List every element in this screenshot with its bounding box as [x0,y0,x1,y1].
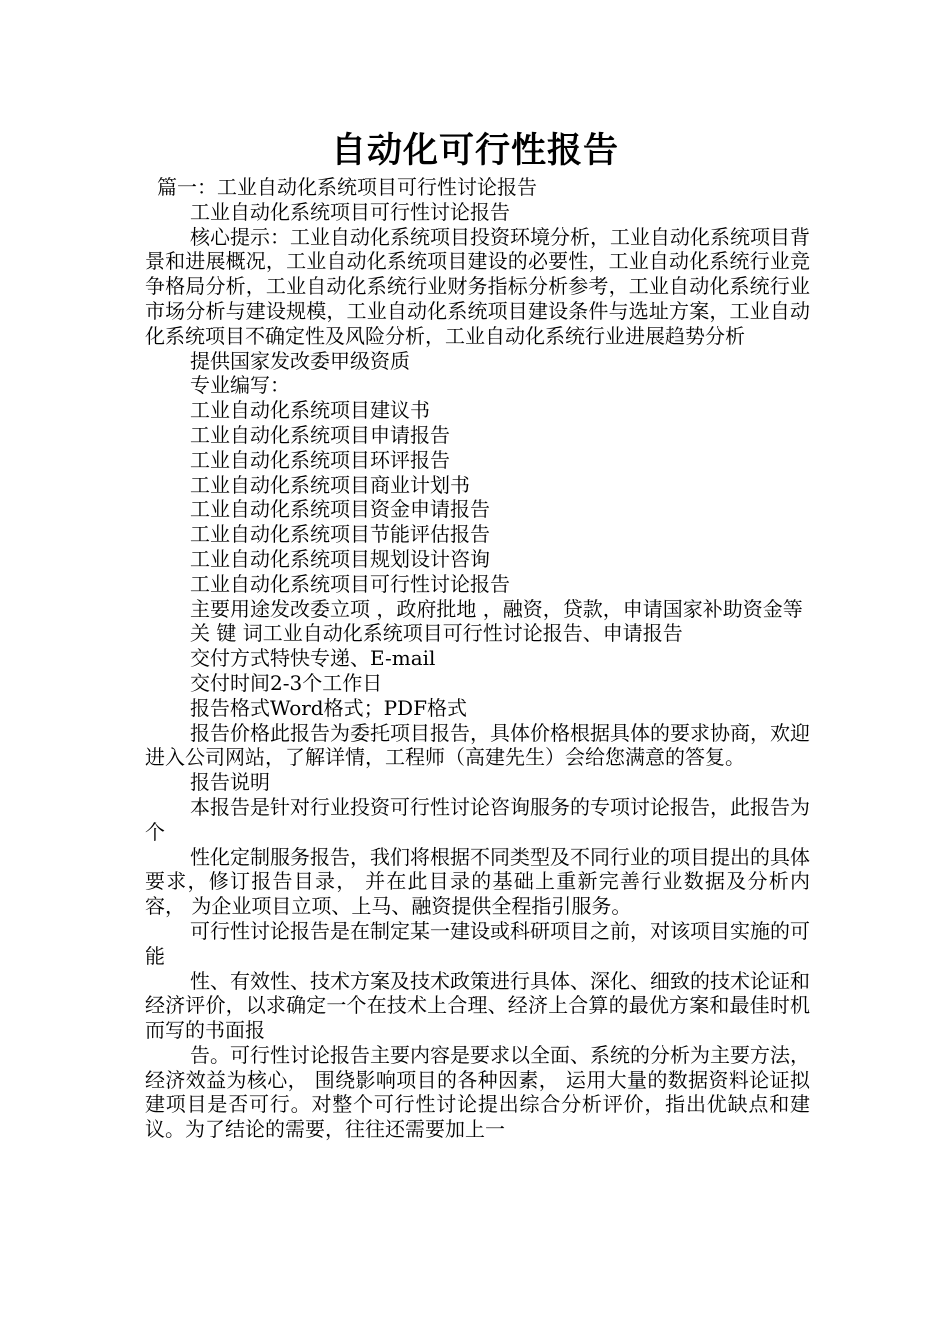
paragraph: 报告价格此报告为委托项目报告，具体价格根据具体的要求协商，欢迎进入公司网站，了解详情，工程师（高建先生）会给您满意的答复。 [145,720,810,770]
paragraph: 工业自动化系统项目规划设计咨询 [190,546,490,571]
paragraph: 工业自动化系统项目节能评估报告 [190,522,490,547]
paragraph: 关 键 词工业自动化系统项目可行性讨论报告、申请报告 [190,621,683,646]
paragraph: 工业自动化系统项目环评报告 [190,447,450,472]
paragraph: 报告格式Word格式；PDF格式 [190,695,467,720]
paragraph: 告。可行性讨论报告主要内容是要求以全面、系统的分析为主要方法，经济效益为核心， 围绕影响项目的各种因素， 运用大量的数据资料论证拟建项目是否可行。对整个可行性讨论提出综合分析评价，指出优缺点和建议。为了结论的需要，往往还需要加上一 [145,1042,810,1142]
paragraph: 提供国家发改委甲级资质 [190,348,410,373]
paragraph: 篇一：工业自动化系统项目可行性讨论报告 [157,175,537,199]
paragraph: 工业自动化系统项目建议书 [190,398,430,423]
document-title: 自动化可行性报告 [330,131,619,171]
paragraph: 本报告是针对行业投资可行性讨论咨询服务的专项讨论报告，此报告为个 [145,794,810,844]
paragraph: 工业自动化系统项目资金申请报告 [190,497,490,522]
paragraph: 工业自动化系统项目可行性讨论报告 [190,571,510,596]
paragraph: 报告说明 [190,770,270,795]
paragraph: 性、有效性、技术方案及技术政策进行具体、深化、细致的技术论证和经济评价，以求确定一个在技术上合理、经济上合算的最优方案和最佳时机而写的书面报 [145,968,810,1043]
paragraph: 交付方式特快专递、E-mail [190,646,436,671]
document-body [145,175,810,1142]
paragraph: 核心提示：工业自动化系统项目投资环境分析，工业自动化系统项目背景和进展概况，工业自动化系统项目建设的必要性，工业自动化系统行业竞争格局分析，工业自动化系统行业财务指标分析参考，工业自动化系统行业市场分析与建设规模，工业自动化系统项目建设条件与选址方案，工业自动化系统项目不确定性及风险分析，工业自动化系统行业进展趋势分析 [145,224,810,348]
paragraph: 交付时间2-3个工作日 [190,670,383,695]
paragraph: 主要用途发改委立项 ，政府批地 ，融资，贷款，申请国家补助资金等 [190,596,803,621]
paragraph: 可行性讨论报告是在制定某一建设或科研项目之前，对该项目实施的可能 [145,918,810,968]
paragraph: 工业自动化系统项目申请报告 [190,422,450,447]
paragraph: 专业编写： [190,373,290,398]
paragraph: 性化定制服务报告，我们将根据不同类型及不同行业的项目提出的具体要求，修订报告目录， 并在此目录的基础上重新完善行业数据及分析内容， 为企业项目立项、上马、融资提供全程指引服务。 [145,844,810,919]
paragraph: 工业自动化系统项目可行性讨论报告 [190,199,510,224]
paragraph: 工业自动化系统项目商业计划书 [190,472,470,497]
